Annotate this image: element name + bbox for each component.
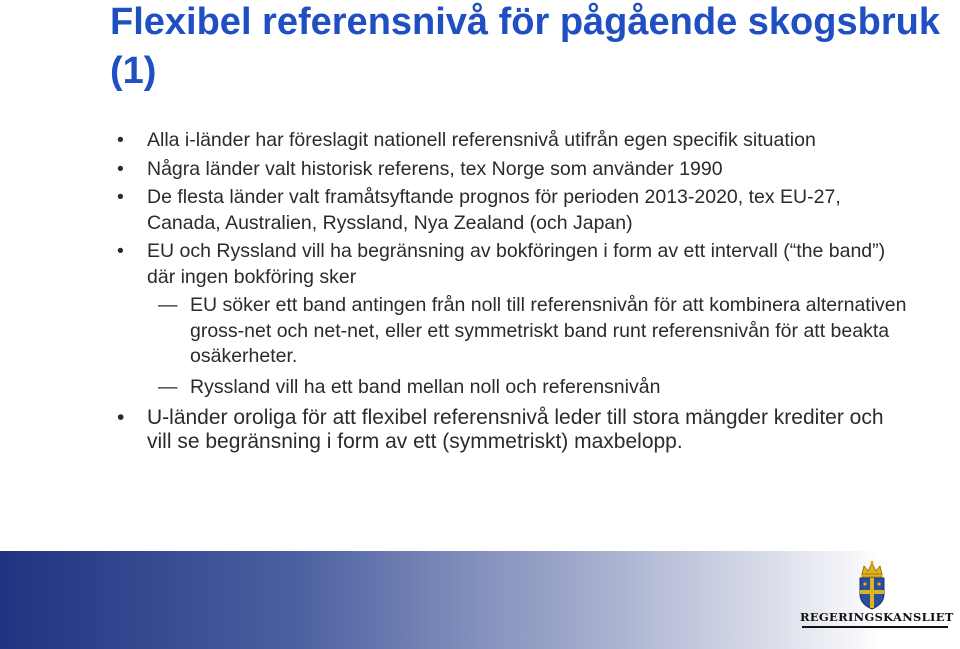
- bullet-text: EU och Ryssland vill ha begränsning av bokföringen i form av ett intervall (“the band”) där ingen bokföring sker: [147, 240, 886, 288]
- bullet-text: U-länder oroliga för att flexibel referensnivå leder till stora mängder krediter och vill se begränsning i form av ett (symmetriskt) maxbelopp.: [147, 406, 884, 453]
- slide-content: [0, 128, 960, 457]
- sub-bullet-text: EU söker ett band antingen från noll till referensnivån för att kombinera alternativen gross-net och net-net, eller ett symmetriskt band runt referensnivån för att beakta osäkerheter.: [190, 294, 907, 367]
- sub-bullet-text: Ryssland vill ha ett band mellan noll och referensnivån: [190, 375, 661, 398]
- sub-bullet-item: [0, 375, 960, 401]
- sub-bullet-marker: —: [158, 294, 178, 316]
- crown-shield-icon: [800, 560, 950, 612]
- sub-bullet-item: [0, 293, 960, 370]
- bullet-item: [0, 157, 960, 183]
- bullet-item: [0, 239, 960, 290]
- bullet-item: [0, 128, 960, 154]
- bullet-marker: •: [117, 157, 124, 180]
- logo-underline: [802, 626, 948, 628]
- bullet-item: [0, 406, 960, 454]
- logo-wordmark: REGERINGSKANSLIET: [800, 610, 954, 624]
- regeringskansliet-logo: [800, 560, 954, 642]
- bullet-marker: •: [117, 240, 124, 262]
- bullet-text: Alla i-länder har föreslagit nationell referensnivå utifrån egen specifik situation: [147, 129, 816, 151]
- bullet-text: Några länder valt historisk referens, tex Norge som använder 1990: [147, 157, 723, 180]
- sub-bullet-marker: —: [158, 375, 178, 398]
- bullet-marker: •: [117, 129, 124, 151]
- bullet-text: De flesta länder valt framåtsyftande prognos för perioden 2013-2020, tex EU-27, Canada, Australien, Ryssland, Nya Zealand (och Japan): [147, 186, 841, 234]
- bullet-marker: •: [117, 186, 124, 208]
- slide-title: Flexibel referensnivå för pågående skogsbruk (1): [110, 1, 940, 92]
- bullet-marker: •: [117, 406, 125, 429]
- bullet-item: [0, 185, 960, 236]
